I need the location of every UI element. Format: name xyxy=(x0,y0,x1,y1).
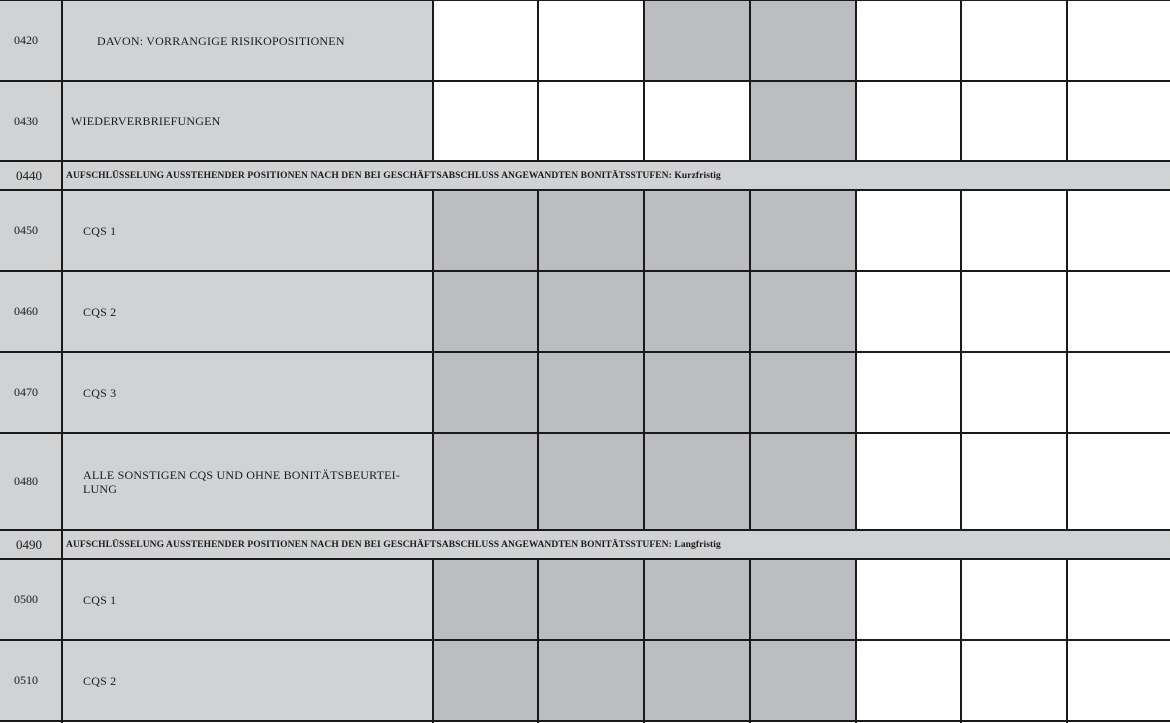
section-row-heading-text: AUFSCHLÜSSELUNG AUSSTEHENDER POSITIONEN NACH DEN BEI GESCHÄFTSABSCHLUSS ANGEWANDTEN BONITÄTSSTUFEN: Langfristig xyxy=(66,539,721,550)
column-divider xyxy=(855,190,857,530)
section-row-code xyxy=(0,530,63,559)
input-cell[interactable] xyxy=(644,81,750,161)
input-cell[interactable] xyxy=(1067,433,1170,530)
shaded-cell xyxy=(644,0,750,81)
shaded-cell xyxy=(644,190,750,271)
shaded-cell xyxy=(644,271,750,352)
shaded-cell xyxy=(750,640,856,721)
row-code-text: 0450 xyxy=(14,223,38,237)
row-label xyxy=(63,0,433,81)
row-code xyxy=(0,640,63,721)
shaded-cell xyxy=(433,190,538,271)
row-label-text: WIEDERVERBRIEFUNGEN xyxy=(71,114,221,128)
row-label xyxy=(63,640,433,721)
row-code xyxy=(0,559,63,640)
row-label-text: CQS 1 xyxy=(83,223,117,238)
column-divider xyxy=(855,0,857,161)
row-label xyxy=(63,190,433,271)
input-cell[interactable] xyxy=(961,81,1067,161)
shaded-cell xyxy=(750,559,856,640)
column-divider xyxy=(1066,190,1068,530)
row-divider xyxy=(0,160,1170,162)
input-cell[interactable] xyxy=(1067,0,1170,81)
row-code xyxy=(0,81,63,161)
input-cell[interactable] xyxy=(961,352,1067,433)
section-row-heading-text: AUFSCHLÜSSELUNG AUSSTEHENDER POSITIONEN NACH DEN BEI GESCHÄFTSABSCHLUSS ANGEWANDTEN BONITÄTSSTUFEN: Kurzfristig xyxy=(66,170,721,181)
column-divider xyxy=(855,559,857,723)
row-code-text: 0460 xyxy=(14,304,38,318)
column-divider xyxy=(960,559,962,723)
column-divider xyxy=(960,0,962,161)
row-label-text: CQS 1 xyxy=(83,592,117,607)
shaded-cell xyxy=(433,640,538,721)
row-label-text: CQS 3 xyxy=(83,385,117,400)
row-code-text: 0430 xyxy=(14,113,38,128)
input-cell[interactable] xyxy=(961,559,1067,640)
column-divider xyxy=(643,559,645,723)
row-label xyxy=(63,352,433,433)
input-cell[interactable] xyxy=(1067,271,1170,352)
shaded-cell xyxy=(644,559,750,640)
shaded-cell xyxy=(750,352,856,433)
input-cell[interactable] xyxy=(961,0,1067,81)
shaded-cell xyxy=(538,190,644,271)
column-divider xyxy=(1066,0,1068,161)
shaded-cell xyxy=(538,433,644,530)
input-cell[interactable] xyxy=(1067,81,1170,161)
row-code-text: 0500 xyxy=(14,592,38,606)
shaded-cell xyxy=(750,81,856,161)
column-divider xyxy=(749,190,751,530)
input-cell[interactable] xyxy=(856,271,961,352)
row-label-text: DAVON: VORRANGIGE RISIKOPOSITIONEN xyxy=(97,33,345,48)
input-cell[interactable] xyxy=(538,0,644,81)
shaded-cell xyxy=(538,640,644,721)
input-cell[interactable] xyxy=(961,271,1067,352)
column-divider xyxy=(537,190,539,530)
row-divider xyxy=(0,529,1170,531)
row-code-text: 0470 xyxy=(14,385,38,399)
column-divider xyxy=(643,190,645,530)
row-divider xyxy=(0,351,1170,353)
input-cell[interactable] xyxy=(1067,352,1170,433)
row-code xyxy=(0,190,63,271)
row-label xyxy=(63,271,433,352)
column-divider xyxy=(432,190,434,530)
shaded-cell xyxy=(538,352,644,433)
row-code xyxy=(0,433,63,530)
column-divider xyxy=(960,190,962,530)
row-divider xyxy=(0,558,1170,560)
input-cell[interactable] xyxy=(1067,640,1170,721)
section-row-heading xyxy=(63,161,1170,190)
input-cell[interactable] xyxy=(1067,190,1170,271)
shaded-cell xyxy=(644,352,750,433)
shaded-cell xyxy=(644,640,750,721)
shaded-cell xyxy=(538,271,644,352)
input-cell[interactable] xyxy=(961,433,1067,530)
column-divider xyxy=(537,559,539,723)
row-divider xyxy=(0,270,1170,272)
input-cell[interactable] xyxy=(856,433,961,530)
input-cell[interactable] xyxy=(856,190,961,271)
row-code xyxy=(0,0,63,81)
shaded-cell xyxy=(750,190,856,271)
row-label xyxy=(63,81,433,161)
row-divider xyxy=(0,80,1170,82)
row-divider xyxy=(0,432,1170,434)
column-divider xyxy=(1066,559,1068,723)
section-row-code-text: 0490 xyxy=(16,536,42,552)
column-divider xyxy=(537,0,539,161)
shaded-cell xyxy=(750,271,856,352)
section-row-code xyxy=(0,161,63,190)
row-divider xyxy=(0,189,1170,191)
row-divider xyxy=(0,639,1170,641)
column-divider xyxy=(432,559,434,723)
shaded-cell xyxy=(433,352,538,433)
input-cell[interactable] xyxy=(1067,559,1170,640)
column-divider xyxy=(643,0,645,161)
row-divider xyxy=(0,720,1170,722)
row-label xyxy=(63,559,433,640)
input-cell[interactable] xyxy=(856,352,961,433)
input-cell[interactable] xyxy=(433,0,538,81)
column-divider xyxy=(61,0,63,723)
input-cell[interactable] xyxy=(856,0,961,81)
input-cell[interactable] xyxy=(538,81,644,161)
shaded-cell xyxy=(433,559,538,640)
row-label-text: CQS 2 xyxy=(83,304,117,319)
input-cell[interactable] xyxy=(856,640,961,721)
column-divider xyxy=(749,0,751,161)
row-label-text: ALLE SONSTIGEN CQS UND OHNE BONITÄTSBEURTEI- LUNG xyxy=(83,467,401,496)
input-cell[interactable] xyxy=(961,190,1067,271)
section-row-code-text: 0440 xyxy=(16,167,42,183)
row-divider xyxy=(0,0,1170,1)
shaded-cell xyxy=(433,433,538,530)
shaded-cell xyxy=(750,433,856,530)
shaded-cell xyxy=(433,271,538,352)
input-cell[interactable] xyxy=(856,559,961,640)
column-divider xyxy=(432,0,434,161)
input-cell[interactable] xyxy=(433,81,538,161)
row-label xyxy=(63,433,433,530)
shaded-cell xyxy=(538,559,644,640)
row-code-text: 0420 xyxy=(14,33,38,47)
input-cell[interactable] xyxy=(856,81,961,161)
input-cell[interactable] xyxy=(961,640,1067,721)
row-code xyxy=(0,352,63,433)
row-label-text: CQS 2 xyxy=(83,673,117,688)
shaded-cell xyxy=(750,0,856,81)
row-code xyxy=(0,271,63,352)
row-code-text: 0510 xyxy=(14,673,38,687)
column-divider xyxy=(749,559,751,723)
row-code-text: 0480 xyxy=(14,474,38,488)
section-row-heading xyxy=(63,530,1170,559)
shaded-cell xyxy=(644,433,750,530)
